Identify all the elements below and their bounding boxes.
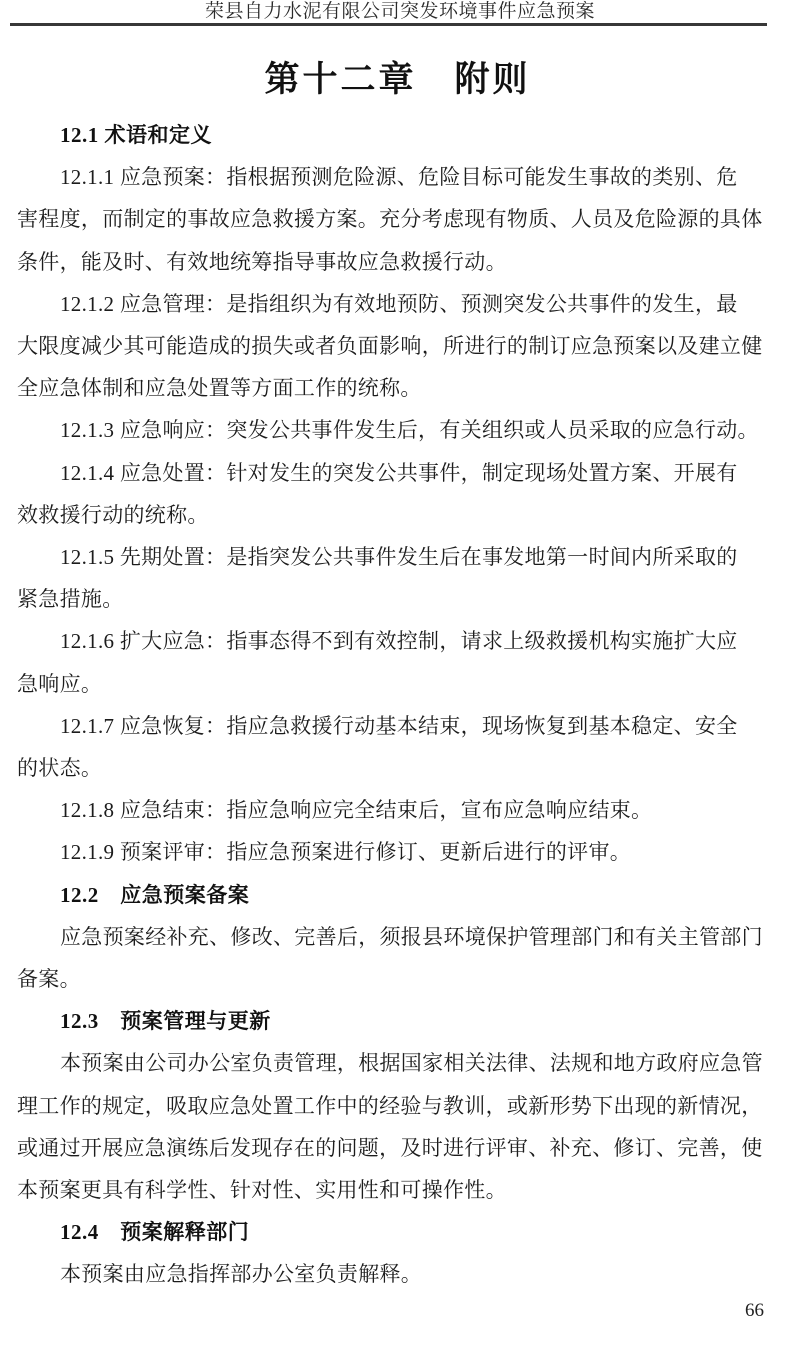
section-heading-12-1: 12.1 术语和定义 [60,123,212,147]
text-line: 本预案由公司办公室负责管理，根据国家相关法律、法规和地方政府应急管 [60,1051,763,1076]
page-number: 66 [745,1300,764,1321]
text-line: 条件，能及时、有效地统筹指导事故应急救援行动。 [17,249,507,274]
paragraph-12-1-4 [17,452,778,536]
text-line: 或通过开展应急演练后发现存在的问题，及时进行评审、补充、修订、完善，使 [17,1135,763,1160]
paragraph-12-1-1 [17,156,778,283]
text-line: 12.1.1 应急预案：指根据预测危险源、危险目标可能发生事故的类别、危 [60,165,738,190]
paragraph-12-1-6 [17,620,778,704]
section-heading-12-3: 12.3 预案管理与更新 [60,1009,271,1034]
text-line: 害程度，而制定的事故应急救援方案。充分考虑现有物质、人员及危险源的具体 [17,207,763,232]
text-line: 应急预案经补充、修改、完善后，须报县环境保护管理部门和有关主管部门 [60,924,763,949]
document-body [17,48,778,1296]
paragraph-12-1-5 [17,536,778,620]
text-line: 大限度减少其可能造成的损失或者负面影响，所进行的制订应急预案以及建立健 [17,334,763,359]
text-line: 12.1.2 应急管理：是指组织为有效地预防、预测突发公共事件的发生，最 [60,291,738,316]
paragraph-12-4 [17,1253,778,1295]
paragraph-12-1-9 [17,831,778,873]
text-line: 12.1.7 应急恢复：指应急救援行动基本结束，现场恢复到基本稳定、安全 [60,713,738,738]
text-line: 备案。 [17,967,81,992]
text-line: 12.1.4 应急处置：针对发生的突发公共事件，制定现场处置方案、开展有 [60,460,738,485]
text-line: 12.1.5 先期处置：是指突发公共事件发生后在事发地第一时间内所采取的 [60,545,738,570]
text-line: 急响应。 [17,671,103,696]
paragraph-12-1-2 [17,283,778,410]
text-line: 的状态。 [17,756,103,781]
text-line: 本预案由应急指挥部办公室负责解释。 [60,1262,423,1287]
paragraph-12-1-7 [17,705,778,789]
text-line: 12.1.6 扩大应急：指事态得不到有效控制，请求上级救援机构实施扩大应 [60,629,738,654]
chapter-title: 第十二章 附则 [264,60,531,99]
paragraph-12-3 [17,1042,778,1211]
text-line: 12.1.8 应急结束：指应急响应完全结束后，宣布应急响应结束。 [60,798,653,823]
paragraph-12-2 [17,916,778,1000]
text-line: 12.1.3 应急响应：突发公共事件发生后，有关组织或人员采取的应急行动。 [60,418,759,443]
section-heading-12-4: 12.4 预案解释部门 [60,1220,250,1245]
text-line: 理工作的规定，吸取应急处置工作中的经验与教训，或新形势下出现的新情况， [17,1093,763,1118]
text-line: 全应急体制和应急处置等方面工作的统称。 [17,376,422,401]
header-rule [10,23,767,26]
text-line: 本预案更具有科学性、针对性、实用性和可操作性。 [17,1178,507,1203]
text-line: 12.1.9 预案评审：指应急预案进行修订、更新后进行的评审。 [60,840,632,865]
text-line: 紧急措施。 [17,587,124,612]
text-line: 效救援行动的统称。 [17,502,209,527]
paragraph-12-1-3 [17,409,778,451]
section-heading-12-2: 12.2 应急预案备案 [60,882,250,907]
paragraph-12-1-8 [17,789,778,831]
page-header-title: 荣县自力水泥有限公司突发环境事件应急预案 [204,1,595,22]
